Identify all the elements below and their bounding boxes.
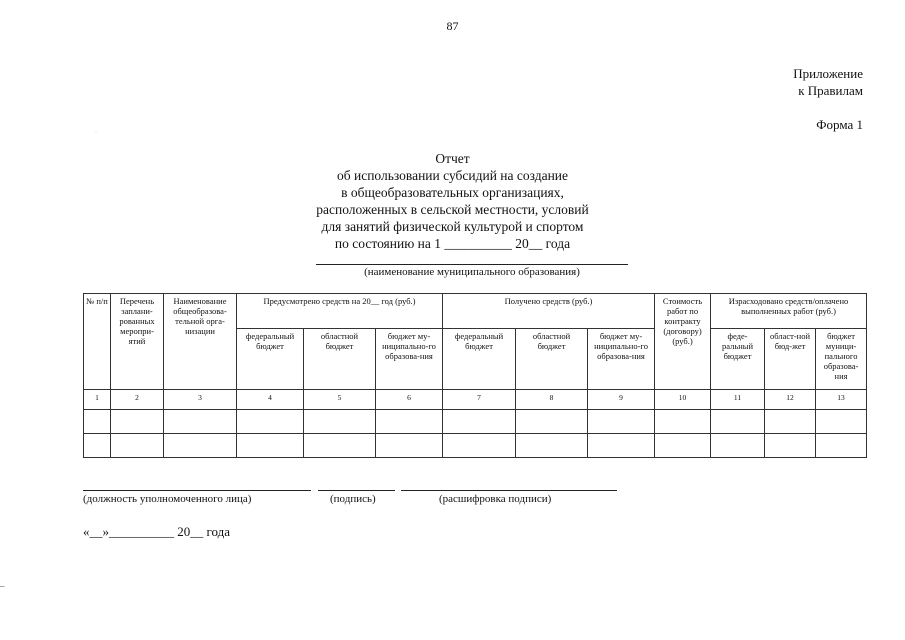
empty-cell xyxy=(84,410,111,434)
title-line: для занятий физической культурой и спортом xyxy=(321,219,584,234)
sub-header-planned-regional: областной бюджет xyxy=(304,329,376,390)
sub-header-spent-municipal: бюджет муници-пального образова-ния xyxy=(816,329,867,390)
empty-cell xyxy=(376,410,443,434)
header-row-1 xyxy=(84,294,867,329)
column-number: 12 xyxy=(765,390,816,410)
column-number: 6 xyxy=(376,390,443,410)
empty-cell xyxy=(655,434,711,458)
empty-cell xyxy=(765,410,816,434)
title-line: по состоянию на 1 __________ 20__ года xyxy=(334,236,571,251)
sub-header-spent-regional: област-ной бюд-жет xyxy=(765,329,816,390)
municipality-fill-line xyxy=(316,264,628,265)
col-header-organization: Наименование общеобразова-тельной орга-низации xyxy=(164,294,237,390)
empty-cell xyxy=(516,410,588,434)
empty-cell xyxy=(304,434,376,458)
column-number: 2 xyxy=(111,390,164,410)
position-caption: (должность уполномоченного лица) xyxy=(83,493,252,505)
empty-cell xyxy=(164,410,237,434)
municipality-caption: (наименование муниципального образования) xyxy=(364,266,580,278)
empty-cell xyxy=(111,410,164,434)
appendix-line-2: к Правилам xyxy=(798,83,863,98)
empty-cell xyxy=(237,410,304,434)
date-line: «__»__________ 20__ года xyxy=(83,524,231,539)
sub-header-received-municipal: бюджет му-ниципально-го образова-ния xyxy=(588,329,655,390)
column-number: 4 xyxy=(237,390,304,410)
col-header-activities: Перечень заплани-рованных меропри-ятий xyxy=(111,294,164,390)
empty-cell xyxy=(765,434,816,458)
decode-fill-line xyxy=(401,490,617,491)
empty-cell xyxy=(588,410,655,434)
sub-header-planned-federal: федеральный бюджет xyxy=(237,329,304,390)
title-line: расположенных в сельской местности, условий xyxy=(316,202,589,217)
sub-header-spent-federal: феде-ральный бюджет xyxy=(711,329,765,390)
column-number: 1 xyxy=(84,390,111,410)
group-header-received: Получено средств (руб.) xyxy=(443,294,655,329)
signature-fill-line xyxy=(318,490,395,491)
scan-artifact: · xyxy=(95,130,97,136)
column-number: 9 xyxy=(588,390,655,410)
column-number: 8 xyxy=(516,390,588,410)
title-line: в общеобразовательных организациях, xyxy=(341,185,564,200)
empty-cell xyxy=(111,434,164,458)
column-number: 5 xyxy=(304,390,376,410)
empty-cell xyxy=(443,434,516,458)
group-header-planned: Предусмотрено средств на 20__ год (руб.) xyxy=(237,294,443,329)
empty-cell xyxy=(711,410,765,434)
column-number: 13 xyxy=(816,390,867,410)
empty-cell xyxy=(84,434,111,458)
column-number: 11 xyxy=(711,390,765,410)
sub-header-planned-municipal: бюджет му-ниципально-го образова-ния xyxy=(376,329,443,390)
empty-cell xyxy=(164,434,237,458)
empty-cell xyxy=(655,410,711,434)
empty-cell xyxy=(816,434,867,458)
appendix-line-1: Приложение xyxy=(793,66,863,81)
sub-header-received-federal: федеральный бюджет xyxy=(443,329,516,390)
column-number: 7 xyxy=(443,390,516,410)
group-header-spent: Израсходовано средств/оплачено выполненных работ (руб.) xyxy=(711,294,867,329)
col-header-number: № п/п xyxy=(84,294,111,390)
column-number: 3 xyxy=(164,390,237,410)
page-number: 87 xyxy=(446,19,459,33)
empty-cell xyxy=(711,434,765,458)
empty-cell xyxy=(304,410,376,434)
empty-cell xyxy=(816,410,867,434)
title-line: Отчет xyxy=(435,151,470,166)
margin-mark: _ xyxy=(0,578,5,588)
empty-cell xyxy=(516,434,588,458)
empty-cell xyxy=(376,434,443,458)
report-table xyxy=(83,293,867,458)
title-line: об использовании субсидий на создание xyxy=(336,168,569,183)
empty-cell xyxy=(443,410,516,434)
sub-header-received-regional: областной бюджет xyxy=(516,329,588,390)
position-fill-line xyxy=(83,490,311,491)
form-label: Форма 1 xyxy=(816,117,863,132)
signature-caption: (подпись) xyxy=(330,493,376,505)
col-header-contract-cost: Стоимость работ по контракту (договору) (руб.) xyxy=(655,294,711,390)
table-row xyxy=(84,434,867,458)
decode-caption: (расшифровка подписи) xyxy=(439,493,552,505)
empty-cell xyxy=(588,434,655,458)
empty-cell xyxy=(237,434,304,458)
table-row xyxy=(84,410,867,434)
column-number: 10 xyxy=(655,390,711,410)
column-number-row xyxy=(84,390,867,410)
report-title xyxy=(0,150,905,252)
